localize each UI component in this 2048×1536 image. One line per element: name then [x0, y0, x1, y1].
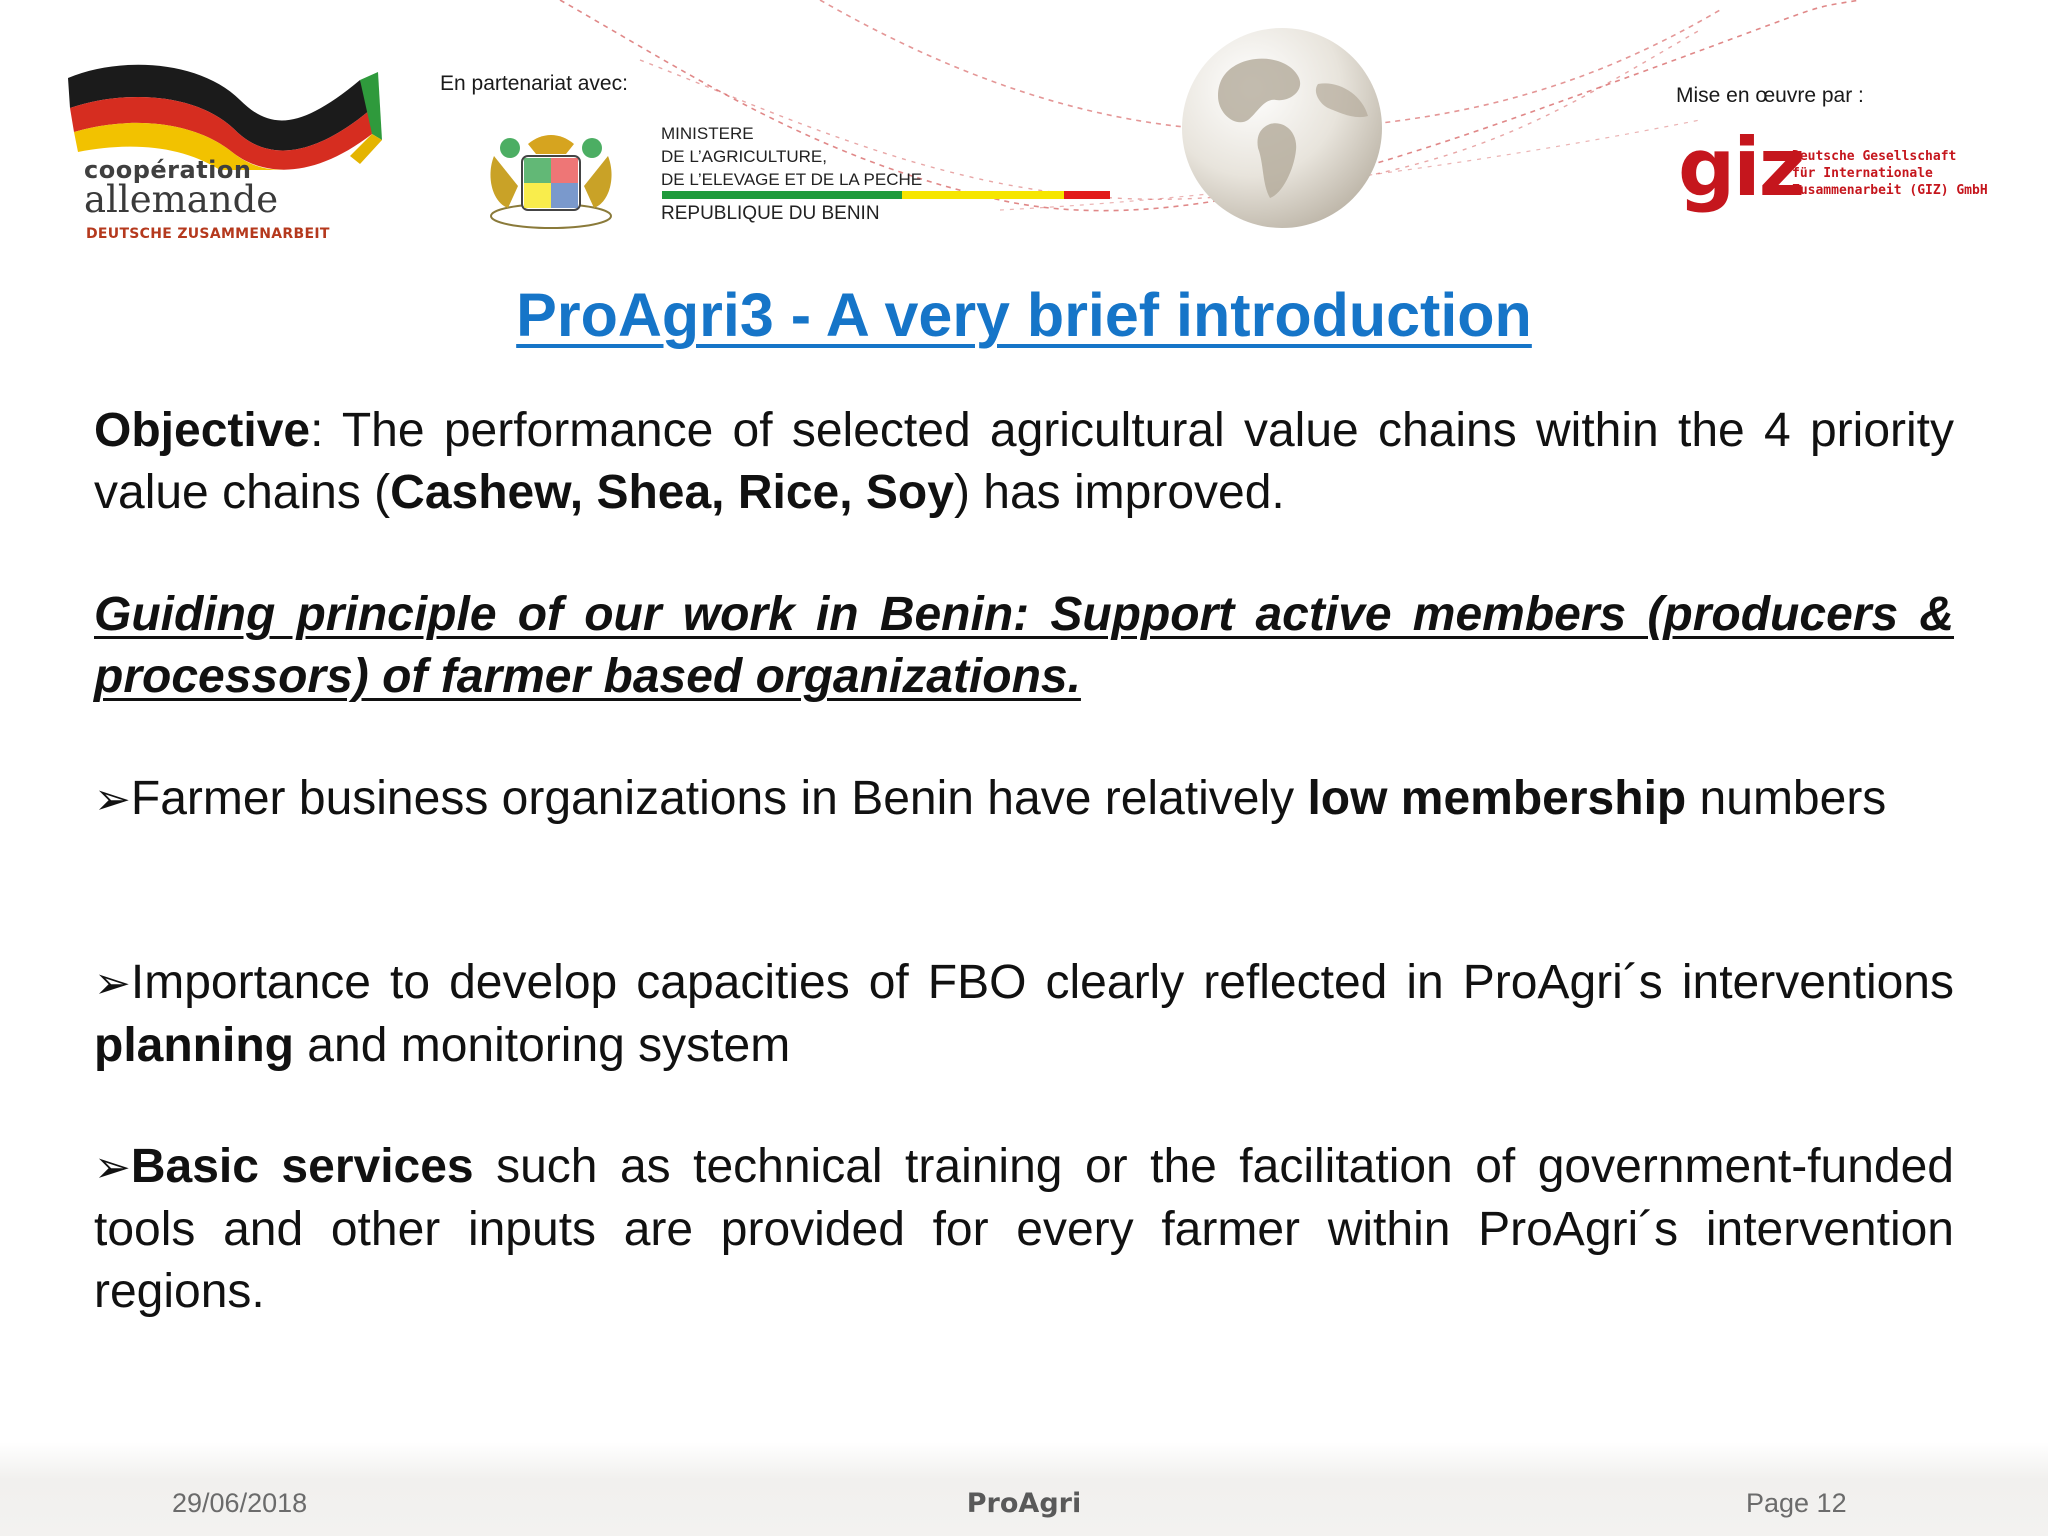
bullet-text-after: and monitoring system	[293, 1019, 791, 1072]
footer-date: 29/06/2018	[172, 1488, 308, 1518]
coop-logo-line1: coopération	[84, 156, 252, 184]
giz-logo-word: giz	[1678, 121, 1804, 214]
bullet-text-before: Farmer business organizations in Benin have relatively	[130, 772, 1308, 825]
giz-logo-line3: Zusammenarbeit (GIZ) GmbH	[1792, 183, 1988, 198]
bullet-text-after: numbers	[1686, 772, 1887, 825]
globe-icon	[1178, 24, 1386, 232]
arrow-bullet-icon: ➢	[94, 958, 131, 1009]
ministry-line-3: DE L’ELEVAGE ET DE LA PECHE	[661, 170, 923, 189]
bullet-text-after: such as technical training or the facilitation of government-funded tools and other inputs are provided for every farmer within ProAgri´s intervention regions.	[94, 1140, 1955, 1318]
coop-logo-line3: DEUTSCHE ZUSAMMENARBEIT	[86, 226, 330, 242]
cooperation-allemande-logo	[60, 60, 390, 260]
slide-title	[0, 280, 2048, 350]
bullet-item	[94, 952, 1954, 1077]
arrow-bullet-icon: ➢	[94, 774, 131, 825]
ministry-line-1: MINISTERE	[661, 124, 754, 143]
partner-label: En partenariat avec:	[440, 72, 628, 95]
objective-text-after: ) has improved.	[953, 466, 1285, 519]
footer-page-number: Page 12	[1746, 1488, 1847, 1518]
giz-logo-line1: Deutsche Gesellschaft	[1792, 149, 1957, 164]
bullet-bold: low membership	[1307, 772, 1687, 825]
giz-logo-line2: für Internationale	[1792, 166, 1933, 181]
arrow-bullet-icon: ➢	[94, 1142, 131, 1193]
ministry-line-4: REPUBLIQUE DU BENIN	[661, 203, 880, 224]
ministry-line-2: DE L’AGRICULTURE,	[661, 147, 827, 166]
benin-flag-bar	[662, 191, 1110, 199]
implementer-label: Mise en œuvre par :	[1676, 84, 1864, 107]
slide-title-text: ProAgri3 - A very brief introduction	[516, 281, 1532, 349]
benin-coat-of-arms-icon	[482, 126, 620, 230]
flag-ribbon-icon	[60, 60, 390, 170]
objective-label: Objective	[94, 404, 311, 457]
bullet-bold: Basic services	[130, 1140, 474, 1193]
bullet-text-before: Importance to develop capacities of FBO clearly reflected in ProAgri´s interventions	[130, 956, 1954, 1009]
bullet-item	[94, 768, 1954, 831]
objective-chains: Cashew, Shea, Rice, Soy	[390, 466, 954, 519]
bullet-item	[94, 1136, 1954, 1323]
guiding-principle: Guiding principle of our work in Benin: Support active members (producers & processors) of farmer based organizations.	[94, 588, 1954, 703]
objective-text-before: : The performance of selected agricultural value chains within the 4 priority value chains (	[94, 404, 1954, 519]
objective-paragraph	[94, 400, 1954, 524]
bullet-bold: planning	[94, 1019, 294, 1072]
coop-logo-line2: allemande	[84, 178, 279, 221]
footer-program: ProAgri	[966, 1488, 1082, 1519]
